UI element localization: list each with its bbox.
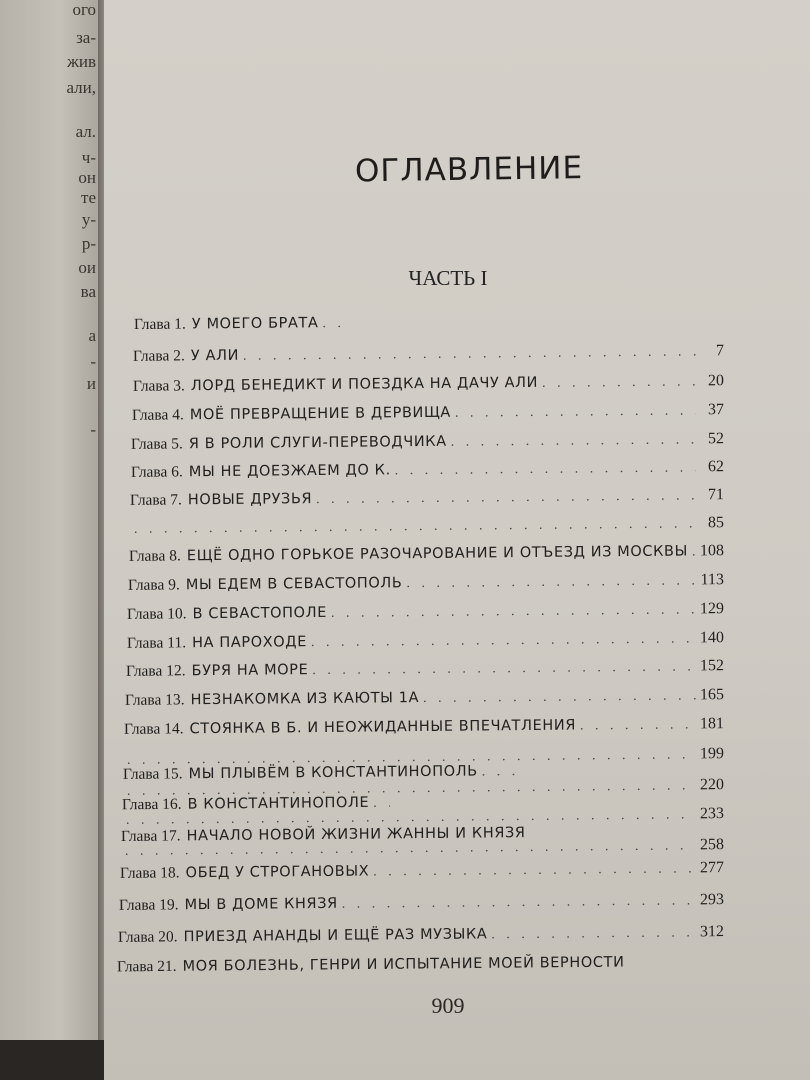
toc-dot-leader [406,573,696,592]
toc-chapter-title: В КОНСТАНТИНОПОЛЕ [187,794,370,813]
toc-dot-leader [373,861,696,880]
toc-dot-leader [322,316,346,332]
toc-dot-leader [331,602,696,622]
toc-dot-leader [125,838,696,859]
toc-chapter-title: МЫ НЕ ДОЕЗЖАЕМ ДО К. [188,462,391,481]
toc-chapter-label: Глава 9. [127,576,180,594]
toc-page-number: 113 [700,571,725,589]
toc-dot-leader [491,925,696,943]
page-title: ОГЛАВЛЕНИЕ [354,150,584,190]
toc-chapter-label: Глава 5. [130,435,183,453]
toc-entry[interactable] [118,923,724,953]
left-page-text-fragment: ал. [75,122,96,141]
toc-chapter-title: ПРИЕЗД АНАНДЫ И ЕЩЁ РАЗ МУЗЫКА [183,926,488,946]
left-page-text-fragment: и [86,374,96,393]
toc-chapter-title: НА ПАРОХОДЕ [191,634,308,652]
toc-chapter-label: Глава 3. [132,377,185,395]
toc-page-number: 181 [699,715,725,733]
toc-chapter-label: Глава 14. [123,720,184,738]
toc-chapter-label: Глава 13. [124,691,185,709]
left-page-text-fragment: ого [72,0,96,19]
left-page-text-fragment: ои [78,258,96,277]
toc-page-number: 71 [707,486,725,504]
left-page-text-fragment: р- [81,234,96,253]
left-page-text-fragment: те [81,188,96,207]
toc-chapter-label: Глава 4. [131,406,184,424]
left-page-text-fragment: ва [80,282,96,301]
toc-entry[interactable] [116,954,625,983]
toc-page-number: 129 [699,600,725,618]
page-number: 909 [431,993,465,1018]
toc-chapter-title: МЫ ЕДЕМ В СЕВАСТОПОЛЬ [185,575,403,594]
toc-dot-leader [451,432,696,450]
toc-page-number: 199 [699,745,725,763]
left-page-text-fragment: он [78,168,96,187]
toc-chapter-label: Глава 12. [125,662,186,680]
toc-chapter-title: НАЧАЛО НОВОЙ ЖИЗНИ ЖАННЫ И КНЯЗЯ [186,825,526,845]
toc-chapter-title: ЛОРД БЕНЕДИКТ И ПОЕЗДКА НА ДАЧУ АЛИ [190,374,539,395]
toc-page-number: 312 [699,923,725,941]
left-page-text-fragment: али, [66,78,96,97]
toc-entry[interactable] [120,859,724,889]
toc-entry[interactable] [129,542,724,572]
toc-chapter-label: Глава 2. [132,347,185,365]
toc-chapter-title: МОЯ БОЛЕЗНЬ, ГЕНРИ И ИСПЫТАНИЕ МОЕЙ ВЕРНОСТИ [182,954,625,975]
toc-dot-leader [312,659,696,679]
toc-page-number: 85 [707,514,725,532]
toc-chapter-label: Глава 6. [130,463,183,481]
toc-entry[interactable] [119,891,724,921]
toc-dot-leader [580,717,696,734]
toc-page-number: 233 [699,805,725,823]
toc-chapter-label: Глава 16. [121,795,182,814]
toc-entry[interactable] [130,514,724,544]
toc-chapter-title: У АЛИ [190,347,240,365]
toc-page-number: 37 [707,401,725,419]
toc-entry[interactable] [130,486,724,516]
toc-chapter-title: ОБЕД У СТРОГАНОВЫХ [185,863,370,882]
toc-dot-leader [542,374,696,391]
toc-chapter-title: В СЕВАСТОПОЛЕ [192,604,328,623]
toc-chapter-label: Глава 7. [129,491,182,509]
toc-page-number: 277 [699,859,725,877]
toc-dot-leader [134,516,696,537]
toc-entry[interactable] [134,314,350,340]
toc-chapter-label: Глава 15. [122,765,183,783]
part-heading: ЧАСТЬ I [408,266,488,290]
toc-entry[interactable] [131,458,724,488]
toc-page-number: 152 [699,657,725,675]
toc-chapter-label: Глава 8. [128,547,181,565]
toc-entry[interactable] [131,430,724,460]
toc-entry[interactable] [124,715,724,745]
toc-chapter-title: ЕЩЁ ОДНО ГОРЬКОЕ РАЗОЧАРОВАНИЕ И ОТЪЕЗД ИЗ МОСКВЫ [186,543,689,565]
toc-page-number: 140 [699,629,725,647]
toc-chapter-label: Глава 20. [117,928,178,946]
toc-page-number: 165 [699,686,725,704]
toc-chapter-label: Глава 19. [118,896,179,914]
toc-page-number: 293 [699,891,725,909]
toc-dot-leader [395,460,696,479]
toc-entry[interactable] [127,629,724,659]
toc-entry[interactable] [126,657,724,687]
toc-chapter-title: МОЁ ПРЕВРАЩЕНИЕ В ДЕРВИЩА [189,404,451,424]
toc-chapter-label: Глава 17. [120,827,181,845]
toc-dot-leader [692,544,696,560]
toc-dot-leader [342,893,696,912]
toc-chapter-title: У МОЕГО БРАТА [191,315,319,333]
toc-chapter-label: Глава 10. [126,605,187,623]
toc-entry[interactable] [127,600,724,630]
toc-chapter-title: НЕЗНАКОМКА ИЗ КАЮТЫ 1А [190,690,420,709]
toc-chapter-title: БУРЯ НА МОРЕ [191,662,309,680]
toc-page-number: 7 [715,342,725,360]
toc-page-number: 20 [707,372,725,390]
left-page-text-fragment: ч- [81,148,96,167]
toc-entry[interactable] [133,342,724,372]
toc-dot-leader [455,403,696,421]
toc-entry[interactable] [125,686,724,716]
left-page-text-fragment: - [90,420,96,439]
toc-dot-leader [316,488,696,508]
toc-chapter-label: Глава 11. [126,634,187,652]
toc-chapter-title: НОВЫЕ ДРУЗЬЯ [187,491,313,509]
toc-entry[interactable] [128,571,724,601]
left-page-text-fragment: жив [67,52,96,71]
toc-dot-leader [423,688,696,707]
toc-page-number: 220 [699,776,725,794]
toc-chapter-label: Глава 1. [133,315,186,334]
left-page-text-fragment: - [90,352,96,371]
toc-entry[interactable] [133,372,724,402]
toc-chapter-label: Глава 21. [116,957,177,976]
toc-dot-leader [311,631,696,651]
toc-chapter-title: Я В РОЛИ СЛУГИ-ПЕРЕВОДЧИКА [188,433,447,453]
toc-chapter-label: Глава 18. [119,864,180,882]
toc-chapter-title: МЫ ПЛЫВЁМ В КОНСТАНТИНОПОЛЬ [188,763,478,783]
left-page-text-fragment: у- [81,210,96,229]
toc-page-number: 258 [699,836,725,854]
left-page-text-fragment: а [88,326,96,345]
toc-chapter-title: СТОЯНКА В Б. И НЕОЖИДАННЫЕ ВПЕЧАТЛЕНИЯ [189,717,577,738]
toc-page-number: 108 [699,542,725,560]
toc-dot-leader [243,344,696,364]
toc-chapter-title: МЫ В ДОМЕ КНЯЗЯ [184,895,338,914]
toc-page-number: 52 [707,430,725,448]
toc-entry[interactable] [132,401,724,431]
left-page-text-fragment: за- [76,28,96,47]
toc-page-number: 62 [707,458,725,476]
